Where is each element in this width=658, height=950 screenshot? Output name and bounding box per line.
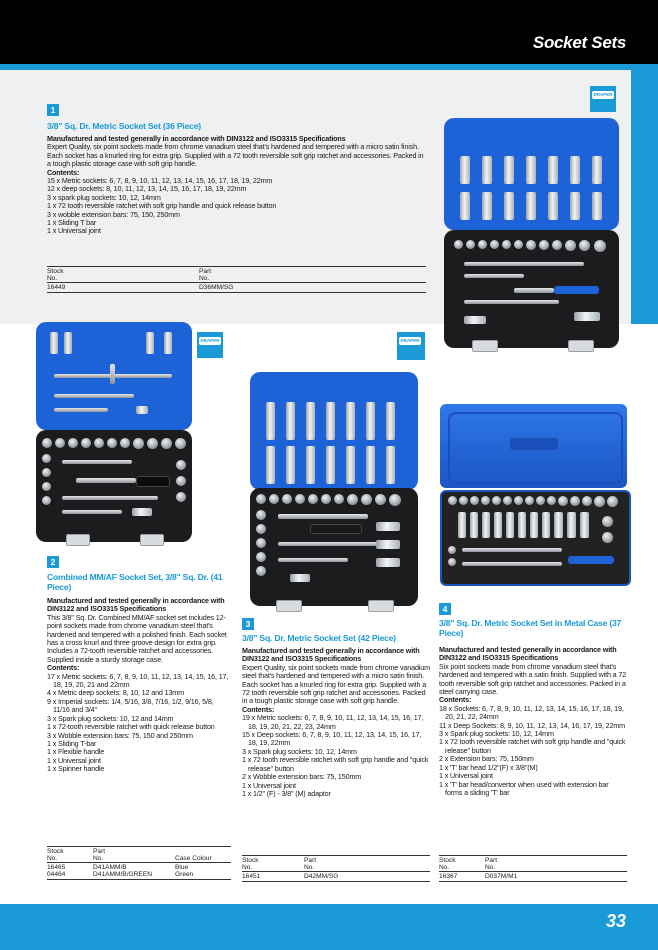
stock-header: Stock (47, 268, 64, 275)
contents-item: 2 x Wobble extension bars: 75, 150mm (242, 772, 362, 782)
table-header-row (242, 856, 430, 871)
product-number-tab: 1 (47, 104, 59, 116)
stock-header: Stock (242, 857, 259, 864)
draper-badge (397, 332, 425, 360)
product-number-tab: 4 (439, 603, 451, 615)
contents-item: 4 x Metric deep sockets: 8, 10, 12 and 13mm (47, 688, 184, 698)
contents-item: 1 x 1/2" (F) - 3/8" (M) adaptor (242, 788, 331, 798)
stock-number: 16367 (439, 873, 458, 880)
contents-item: 1 x 72-tooth reversible ratchet with quick release button (47, 722, 215, 732)
product-image-37pc-metal-case (440, 404, 627, 582)
contents-item: 17 x Metric sockets: 6, 7, 8, 9, 10, 11, 12, 13, 14, 15, 16, 17, 18, 19, 20, 21 and 22mm (47, 671, 229, 690)
stock-header: Stock (47, 848, 64, 855)
stock-header-no: No. (439, 864, 450, 871)
product-number-tab: 3 (242, 618, 254, 630)
product-image-36pc (444, 118, 619, 353)
part-header-no: No. (304, 864, 315, 871)
part-header: Part (199, 268, 212, 275)
contents-item: 1 x Universal joint (47, 226, 101, 236)
header-bar (0, 0, 658, 64)
table-rule (47, 292, 426, 293)
stock-header-no: No. (47, 855, 58, 862)
product-description: This 3/8" Sq. Dr. Combined MM/AF socket set includes 12-point sockets made from chrome vanadium steel that's hardened and tempered with a polished finish. Each socket has a cross knurl and three groove design for extra grip. Includes a 72-tooth reversible ratchet and accessories. Supplied inside a sturdy storage case. (47, 612, 227, 664)
contents-item: 11 x Deep Sockets: 8, 9, 10, 11, 12, 13, 14, 16, 17, 19, 22mm (439, 720, 625, 730)
product-subtitle: Manufactured and tested generally in accordance with DIN3122 and ISO3315 Specifications (242, 646, 420, 664)
stock-number: 04464 (47, 871, 66, 878)
product-number-tab: 2 (47, 556, 59, 568)
product-title: Combined MM/AF Socket Set, 3/8" Sq. Dr. (41 Piece) (47, 572, 223, 592)
part-header: Part (485, 857, 498, 864)
side-accent-strip (631, 70, 658, 324)
product-description-block (439, 646, 627, 797)
part-number: D41AMM/B/GREEN (93, 871, 152, 878)
part-number: D037M/M1 (485, 873, 518, 880)
contents-label: Contents: (242, 704, 275, 714)
contents-item: 15 x Deep sockets: 6, 7, 8, 9, 10, 11, 12, 13, 14, 15, 16, 17, 18, 19, 22mm (242, 730, 422, 748)
contents-item: 1 x Flexible handle (47, 747, 105, 757)
contents-item: 3 x spark plug sockets: 10, 12, 14mm (47, 192, 161, 202)
table-rule (47, 879, 231, 880)
table-rule (242, 881, 430, 882)
product-subtitle: Manufactured and tested generally in accordance with DIN3122 and ISO3315 Specifications (439, 645, 617, 663)
product-description: Expert Quality, six point sockets made from chrome vanadium steel that's hardened and tempered with a micro satin finish. Each socket has a knurled ring for extra grip. Supplied with a 72 tooth reversible soft grip ratchet and accessories. Packed in a tough plastic storage case with soft grip handle. (47, 142, 424, 169)
draper-logo: DRAPER (400, 338, 420, 343)
contents-item: 1 x 72 tooth reversible ratchet with soft grip handle and "quick release" button (242, 755, 429, 773)
contents-item: 1 x Sliding T bar (47, 218, 97, 228)
draper-logo: DRAPER (200, 338, 220, 343)
part-number: D36MM/SG (199, 284, 234, 291)
table-header-row (439, 856, 627, 871)
contents-item: 3 x Spark plug sockets: 10, 12 and 14mm (47, 713, 174, 723)
contents-item: 1 x 72 tooth reversible ratchet with soft grip handle and "quick release" button (439, 737, 626, 755)
case-colour: Green (175, 871, 194, 878)
contents-item: 1 x Universal joint (439, 771, 493, 781)
part-header-no: No. (199, 275, 210, 282)
contents-item: 3 x Wobble extension bars: 75, 150 and 250mm (47, 730, 193, 740)
product-description: Expert Quality, six point sockets made from chrome vanadium steel that's hardened and tempered with a micro satin finish. Each socket has a knurled ring for extra grip. Supplied with a 72 tooth reversible soft grip ratchet and accessories. Packed in a tough plastic storage case with soft grip handle. (242, 662, 430, 706)
part-header-no: No. (93, 855, 104, 862)
table-header-row (47, 267, 426, 282)
stock-table (242, 856, 430, 882)
table-header-row (47, 847, 231, 862)
part-number: D41AMM/B (93, 864, 127, 871)
product-description-block (47, 135, 427, 236)
product-description: Six point sockets made from chrome vanadium steel that's hardened and tempered with a satin finish. Supplied with a 72 tooth reversible soft grip ratchet and accessories. Packed in a steel carrying case. (439, 661, 627, 697)
table-row (47, 863, 231, 871)
part-header: Part (304, 857, 317, 864)
table-row (47, 871, 231, 879)
contents-item: 18 x Sockets: 6, 7, 8, 9, 10, 11, 12, 13, 14, 15, 16, 17, 18, 19, 20, 21, 22, 24mm (439, 703, 624, 722)
contents-item: 1 x 'T' bar head 1/2"(F) x 3/8"(M) (439, 762, 538, 772)
part-number: D42MM/SG (304, 873, 339, 880)
contents-label: Contents: (47, 663, 80, 673)
contents-label: Contents: (47, 167, 80, 177)
part-header: Part (93, 848, 106, 855)
product-image-42pc (250, 372, 418, 612)
stock-header-no: No. (242, 864, 253, 871)
footer-bar (0, 904, 658, 950)
contents-item: 3 x Spark plug sockets: 10, 12, 14mm (439, 729, 554, 739)
contents-item: 15 x Metric sockets: 6, 7, 8, 9, 10, 11, 12, 13, 14, 15, 16, 17, 18, 19, 22mm (47, 176, 273, 186)
stock-header: Stock (439, 857, 456, 864)
table-row (47, 283, 426, 292)
table-rule (439, 881, 627, 882)
page-title: Socket Sets (532, 33, 626, 52)
draper-logo: DRAPER (593, 92, 613, 97)
product-description-block (242, 647, 430, 798)
product-image-41pc (36, 322, 192, 547)
contents-item: 3 x wobble extension bars: 75, 150, 250mm (47, 209, 180, 219)
contents-label: Contents: (439, 695, 472, 705)
product-title: 3/8" Sq. Dr. Metric Socket Set in Metal Case (37 Piece) (439, 618, 622, 638)
contents-item: 3 x Spark plug sockets: 10, 12, 14mm (242, 746, 357, 756)
product-subtitle: Manufactured and tested generally in accordance with DIN3122 and ISO3315 Specifications (47, 596, 225, 614)
contents-item: 1 x Spinner handle (47, 764, 105, 774)
contents-item: 1 x 'T' bar head/convertor when used with extension bar forms a sliding 'T' bar (439, 779, 609, 797)
product-description-block (47, 597, 231, 774)
product-title: 3/8" Sq. Dr. Metric Socket Set (36 Piece) (47, 121, 201, 131)
product-subtitle: Manufactured and tested generally in accordance with DIN3122 and ISO3315 Specifications (47, 134, 346, 143)
stock-table (47, 267, 426, 293)
contents-item: 19 x Metric sockets: 6, 7, 8, 9, 10, 11, 12, 13, 14, 15, 16, 17, 18, 19, 20, 21, 22, 23, 24mm (242, 713, 424, 731)
stock-table (47, 847, 231, 880)
table-row (242, 872, 430, 881)
contents-item: 12 x deep sockets: 8, 10, 11, 12, 13, 14, 15, 16, 17, 18, 19, 22mm (47, 184, 247, 194)
stock-number: 16465 (47, 864, 66, 871)
stock-header-no: No. (47, 275, 58, 282)
contents-item: 1 x Sliding T-bar (47, 738, 97, 748)
case-colour: Blue (175, 864, 189, 871)
draper-badge (590, 86, 616, 112)
contents-item: 9 x Imperial sockets: 1/4, 5/16, 3/8, 7/16, 1/2, 9/16, 5/8, 11/16 and 3/4" (47, 696, 214, 715)
case-colour-header: Case Colour (175, 855, 212, 862)
stock-table (439, 856, 627, 882)
stock-number: 16449 (47, 284, 66, 291)
page-number: 33 (605, 911, 626, 931)
table-row (439, 872, 627, 881)
stock-number: 16451 (242, 873, 261, 880)
contents-item: 2 x Extension bars: 75, 150mm (439, 754, 534, 764)
product-title: 3/8" Sq. Dr. Metric Socket Set (42 Piece) (242, 633, 396, 643)
draper-badge (197, 332, 223, 358)
part-header-no: No. (485, 864, 496, 871)
contents-item: 1 x Universal joint (47, 755, 101, 765)
contents-item: 1 x 72 tooth reversible ratchet with soft grip handle and quick release button (47, 201, 277, 211)
contents-item: 1 x Universal joint (242, 780, 296, 790)
